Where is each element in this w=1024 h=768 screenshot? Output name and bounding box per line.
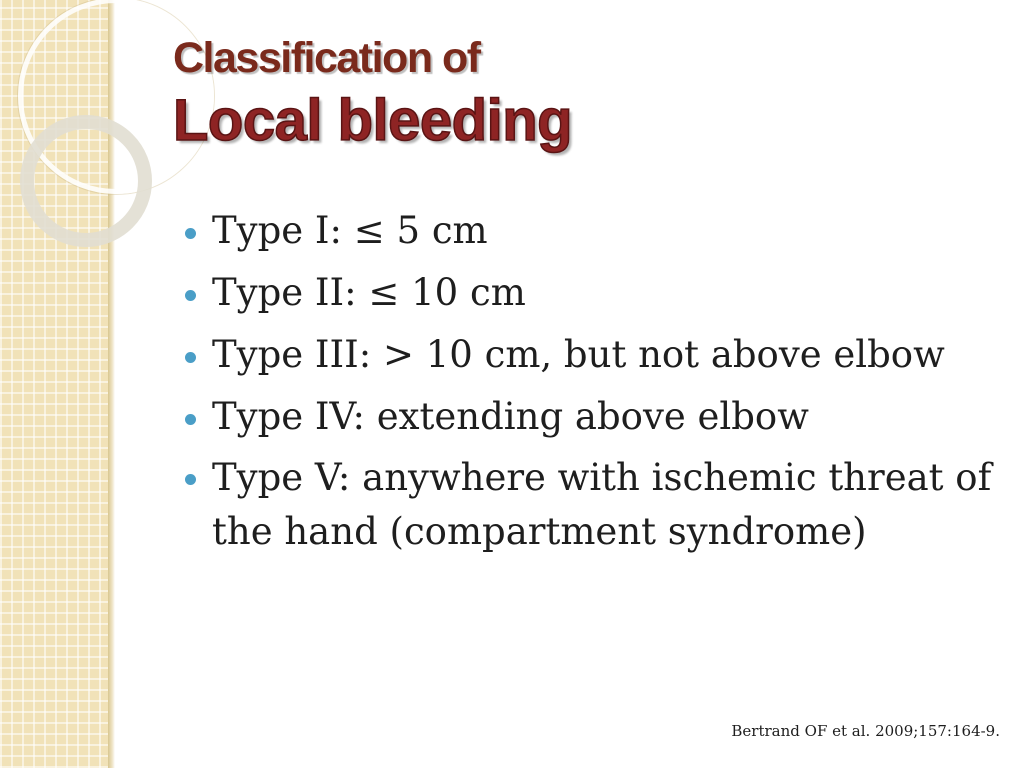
decorative-ring-small xyxy=(20,115,152,247)
bullet-list xyxy=(185,208,1000,576)
bullet-dot-icon xyxy=(185,474,196,485)
bullet-text: Type II: ≤ 10 cm xyxy=(212,271,526,314)
bullet-item-type-ii xyxy=(185,270,1000,315)
bullet-text: Type III: > 10 cm, but not above elbow xyxy=(212,333,945,376)
bullet-dot-icon xyxy=(185,228,196,239)
bullet-item-type-iii xyxy=(185,332,1000,377)
bullet-item-type-iv xyxy=(185,394,1000,439)
title-line-2: Local bleeding xyxy=(173,88,573,153)
bullet-text: Type I: ≤ 5 cm xyxy=(212,209,488,252)
bullet-text: Type IV: extending above elbow xyxy=(212,395,809,438)
bullet-text: Type V: anywhere with ischemic threat of the hand (compartment syndrome) xyxy=(212,456,992,553)
slide-title xyxy=(173,30,572,156)
bullet-dot-icon xyxy=(185,414,196,425)
title-line-1: Classification of xyxy=(173,34,480,82)
bullet-item-type-i xyxy=(185,208,1000,253)
bullet-dot-icon xyxy=(185,290,196,301)
bullet-item-type-v xyxy=(185,451,1000,559)
bullet-dot-icon xyxy=(185,352,196,363)
citation: Bertrand OF et al. 2009;157:164-9. xyxy=(731,722,1000,740)
